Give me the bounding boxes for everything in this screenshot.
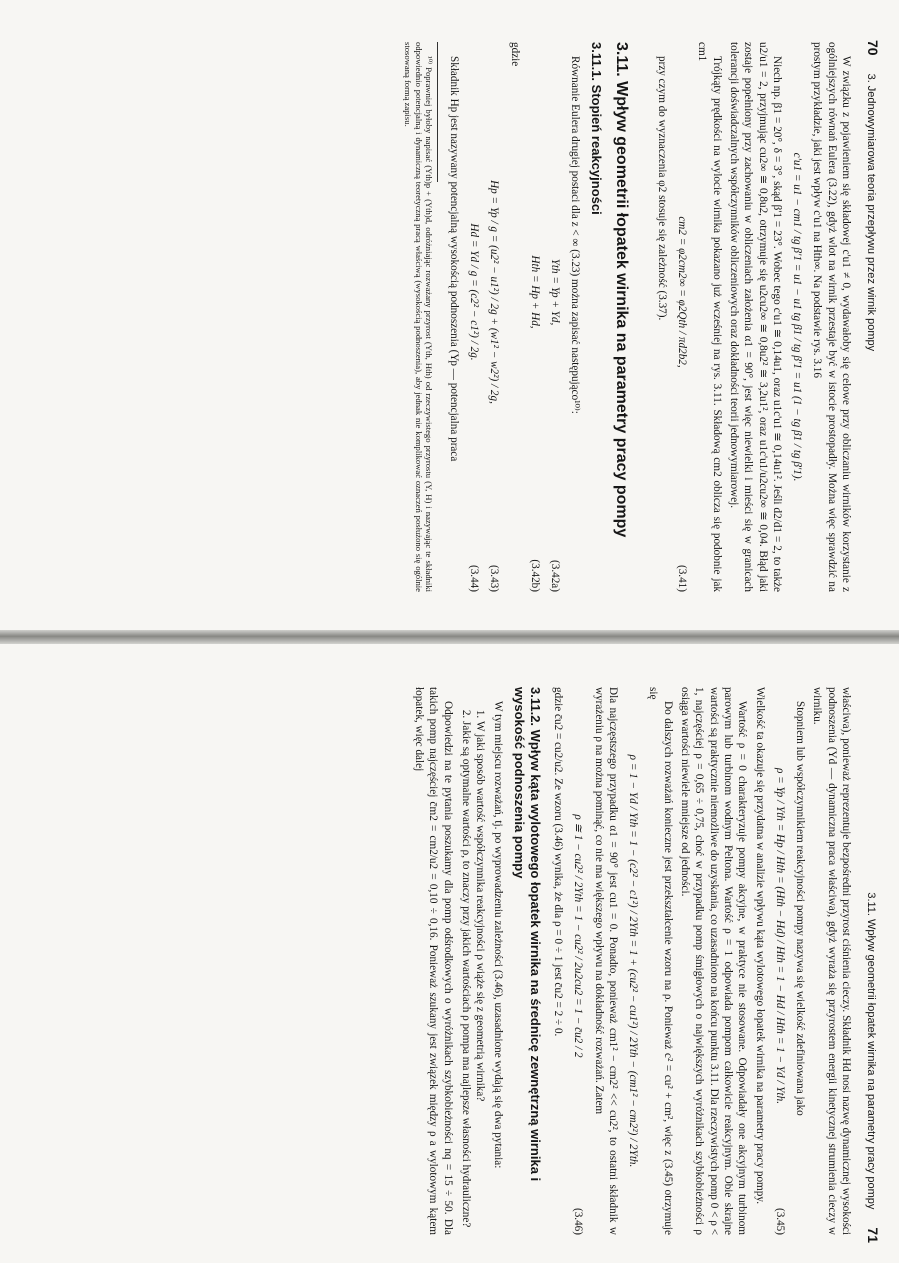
paragraph: W tym miejscu rozważań, tj. po wyprowadzeniu zależności (3.46), uzasadnione wydają się dwa pytania: <box>491 701 504 1169</box>
equation-number: (3.43) <box>488 564 501 592</box>
where-label: gdzie <box>508 42 521 67</box>
book-spine-fold <box>0 630 899 644</box>
equation-formula: cm2 = φ2cm2∞ = φ2Qth / πd2b2, <box>676 216 689 368</box>
list-item: 2. Jakie są optymalne wartości ρ, to znaczy przy jakich wartościach ρ pompa ma najlepsze własności hydrauliczne? <box>459 721 473 1235</box>
paragraph: Wielkość ta okazuje się przydatna w analizie wpływu kąta wylotowego łopatek wirnika na parametry pracy pompy. <box>753 687 766 1204</box>
equation <box>675 42 689 592</box>
equation <box>626 687 640 1235</box>
equation-formula: ρ ≅ 1 − cu2² / 2Yth = 1 − cu2² / 2u2cu2 = 1 − c̄u2 / 2 <box>572 814 585 1058</box>
equation-formula: Hp = Yp / g = (u2² − u1²) / 2g + (w1² − w2²) / 2g, <box>488 180 501 404</box>
paragraph: gdzie c̄u2 = cu2/u2. Ze wzoru (3.46) wynika, że dla ρ = 0 ÷ 1 jest c̄u2 = 2 ÷ 0. <box>551 687 564 1037</box>
paragraph: właściwa), ponieważ reprezentuje bezpośredni przyrost ciśnienia cieczy. Składnik Hd nosi nazwę dynamicznej wysokości podnoszenia (Yd — dynamiczna praca właściwa), gdyż wyraża się przyrostem energii kinetycznej strumienia cieczy w wirniku. <box>811 687 852 1235</box>
footnote: ¹⁰⁾ Poprawniej byłoby napisać (Yth)p + (Yth)d, odróżniając rozważany przyrost (Yth, Hth) od rzeczywistego przyrostu (Y, H) i nazywając te składniki odpowiednio potencjalną i dynamiczną teoretyczną pracą właściwą (wysokością podnoszenia), aby jednak nie komplikować oznaczeń posłużono się ogólnie stosowaną formą zapisu. <box>403 42 435 592</box>
running-header: 3. Jednowymiarowa teoria przepływu przez wirnik pompy <box>865 73 877 352</box>
paragraph: Trójkąty prędkości na wylocie wirnika pokazano już wcześniej na rys. 3.11. Składową cm2 oblicza się podobnie jak cm1 <box>696 42 723 592</box>
paragraph: Do dalszych rozważań konieczne jest przekształcenie wzoru na ρ. Ponieważ c² = cu² + cm², więc z (3.45) otrzymuje się <box>647 687 674 1235</box>
equation-number: (3.44) <box>467 564 480 592</box>
running-header: 3.11. Wpływ geometrii łopatek wirnika na parametry pracy pompy <box>865 892 877 1210</box>
equation-formula: Hth = Hp + Hd, <box>528 255 541 329</box>
right-page <box>0 645 899 1263</box>
subsection-heading: 3.11.1. Stopień reakcyjności <box>589 42 605 215</box>
left-page <box>0 0 899 620</box>
list-item: 1. W jaki sposób wartość współczynnika reakcyjności ρ wiąże się z geometrią wirnika? <box>473 721 487 1235</box>
question-list <box>459 687 488 1235</box>
left-page-header <box>865 40 881 600</box>
paragraph: przy czym do wyznaczenia φ2 stosuje się zależność (3.37). <box>655 56 668 321</box>
equation <box>487 42 501 592</box>
equation-formula: c'u1 = u1 − cm1 / tg β'1 = u1 − u1 tg β1 / tg β'1 = u1 (1 − tg β1 / tg β'1). <box>791 152 804 482</box>
equation <box>467 42 481 592</box>
right-page-body <box>409 687 853 1235</box>
equation-formula: ρ = Yp / Yth = Hp / Hth = (Hth − Hd) / Hth = 1 − Hd / Hth = 1 − Yd / Yth. <box>773 767 786 1105</box>
equation-number: (3.46) <box>572 1207 585 1235</box>
equation <box>548 42 562 592</box>
equation-number: (3.45) <box>773 1207 786 1235</box>
page-number: 71 <box>865 1227 881 1243</box>
equation-number: (3.41) <box>676 564 689 592</box>
paragraph: W związku z pojawieniem się składowej c'u1 ≠ 0, wydawałoby się celowe przy obliczaniu wirników korzystanie z ogólniejszych równań Eulera (3.22), gdyż wlot na wirnik przestaje być w istocie prostopadły. Można więc sprawdzić na prostym przykładzie, jaki jest wpływ c'u1 na Hth∞. Na podstawie rys. 3.16 <box>811 42 852 592</box>
paragraph: Odpowiedzi na te pytania poszukamy dla pomp odśrodkowych o wyróżnikach szybkobieżności nq = 15 ÷ 50. Dla takich pomp najczęściej c̄m2 = cm2/u2 = 0,10 ÷ 0,16. Ponieważ szukany jest związek między ρ a wylotowym kątem łopatek, więc dalej <box>413 687 454 1235</box>
equation-number: (3.42a) <box>549 560 562 592</box>
left-page-body <box>400 42 853 592</box>
equation <box>528 42 542 592</box>
paragraph: Dla najczęstszego przypadku α1 = 90° jest cu1 = 0. Ponadto, ponieważ cm1² − cm2² << cu2², to ostatni składnik w wyrażeniu ρ na można pominąć, co nie ma większego wpływu na dokładność rozważań. Zatem <box>592 687 619 1235</box>
subsection-heading: 3.11.2. Wpływ kąta wylotowego łopatek wirnika na średnicę zewnętrzną wirnika i wysokość podnoszenia pompy <box>511 687 543 1182</box>
paragraph: Wartość ρ = 0 charakteryzuje pompy akcyjne, w praktyce nie stosowane. Odpowiadały one akcyjnym turbinom parowym lub turbinom wodnym Peltona. Wartość ρ = 1 odpowiada pompom całkowicie reakcyjnym. Obie skrajne wartości są praktycznie niemożliwe do uzyskania, co uzasadniono na końcu punktu 3.11. Dla rzeczywistych pomp 0 < ρ < 1, najczęściej ρ = 0,65 ÷ 0,75, choć w przypadku pomp śmigłowych o największych wyróżnikach szybkobieżności ρ osiąga wartości niewiele mniejsze od jedności. <box>679 687 749 1235</box>
equation <box>790 42 804 592</box>
equation-number: (3.42b) <box>528 559 541 592</box>
paragraph: Równanie Eulera drugiej postaci dla z < ∞ (3.23) można zapisać następująco¹⁰⁾: <box>569 56 582 414</box>
equation-formula: Yth = Yp + Yd, <box>549 258 562 326</box>
page-number: 70 <box>865 40 881 56</box>
paragraph: Składnik Hp jest nazywany potencjalną wysokością podnoszenia (Yp — potencjalna praca <box>447 56 460 462</box>
footnote-rule <box>437 42 438 182</box>
paragraph: Niech np. β1 = 20°, δ = 3°, skąd β'1 = 23°. Wobec tego c'u1 ≅ 0,14u1, oraz u1c'u1 ≅ 0,14u1². Jeśli d2/d1 = 2, to także u2/u1 = 2, przyjmując cu2∞ ≅ 0,8u2, otrzymuje się u2cu2∞ ≅ 0,8u2² ≅ 3,2u1², oraz u1c'u1/u2cu2∞ ≅ 0,04. Błąd jaki zostaje popełniony przy zachowaniu w obliczeniach założenia α1 = 90°, jest więc niewielki i mieści się w granicach tolerancji doświadczalnych współczynników obliczeniowych oraz dokładności teorii jednowymiarowej. <box>727 42 783 592</box>
equation <box>773 687 787 1235</box>
paragraph: Stopniem lub współczynnikiem reakcyjności pompy nazywa się wielkość zdefiniowana jako <box>794 701 807 1116</box>
equation-formula: ρ = 1 − Yd / Yth = 1 − (c2² − c1²) / 2Yth = 1 + (cu2² − cu1²) / 2Yth − (cm1² − cm2²) / 2Yth. <box>627 754 640 1168</box>
right-page-header <box>865 685 881 1243</box>
equation <box>571 687 585 1235</box>
section-heading: 3.11. Wpływ geometrii łopatek wirnika na parametry pracy pompy <box>613 42 631 538</box>
equation-formula: Hd = Yd / g = (c2² − c1²) / 2g. <box>467 223 480 361</box>
